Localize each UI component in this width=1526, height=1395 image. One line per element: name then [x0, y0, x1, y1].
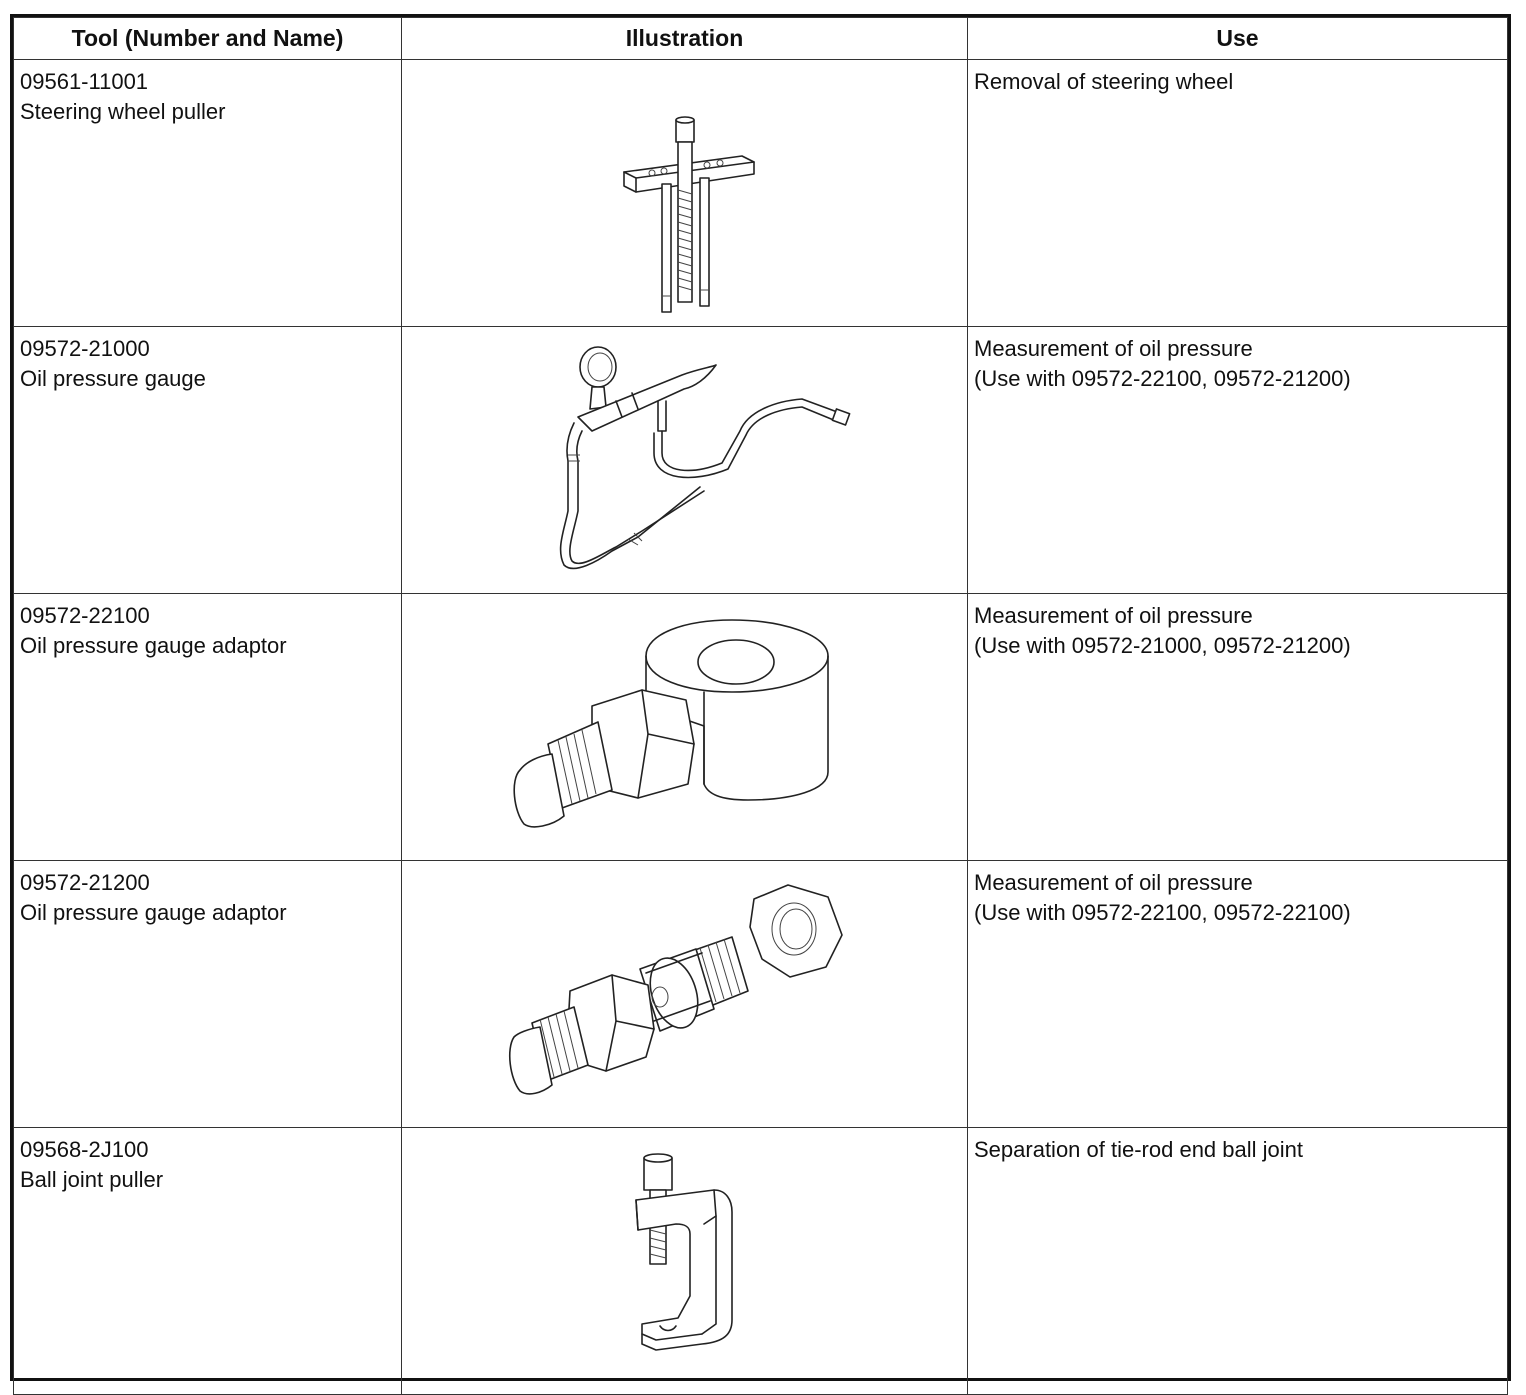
use-cell: [968, 1128, 1508, 1395]
use-text: Measurement of oil pressure: [974, 603, 1253, 628]
tool-name: Steering wheel puller: [20, 99, 226, 124]
illustration-cell: [402, 1128, 968, 1395]
tool-name: Oil pressure gauge adaptor: [20, 633, 287, 658]
use-cell: [968, 60, 1508, 327]
table-row: [14, 60, 1508, 327]
oil-pressure-gauge-icon: [402, 327, 968, 593]
illustration-cell: [402, 327, 968, 594]
use-cell: [968, 861, 1508, 1128]
tool-cell: [14, 861, 402, 1128]
header-illustration: Illustration: [402, 18, 968, 60]
use-text: Measurement of oil pressure: [974, 870, 1253, 895]
use-note: (Use with 09572-21000, 09572-21200): [974, 633, 1351, 658]
illustration-cell: [402, 60, 968, 327]
illustration-cell: [402, 594, 968, 861]
special-tools-sheet: [10, 14, 1511, 1381]
table-row: [14, 861, 1508, 1128]
use-note: (Use with 09572-22100, 09572-21200): [974, 366, 1351, 391]
special-tools-table: [13, 17, 1508, 1395]
tool-cell: [14, 594, 402, 861]
use-text: Removal of steering wheel: [974, 69, 1234, 94]
table-row: [14, 1128, 1508, 1395]
tool-cell: [14, 60, 402, 327]
use-text: Measurement of oil pressure: [974, 336, 1253, 361]
tool-number: 09561-11001: [20, 69, 149, 94]
ball-joint-puller-icon: [402, 1128, 968, 1394]
tool-name: Ball joint puller: [20, 1167, 164, 1192]
tool-number: 09572-21000: [20, 336, 150, 361]
tool-cell: [14, 1128, 402, 1395]
tool-number: 09572-22100: [20, 603, 150, 628]
use-cell: [968, 327, 1508, 594]
header-row: [14, 18, 1508, 60]
table-row: [14, 594, 1508, 861]
use-note: (Use with 09572-22100, 09572-22100): [974, 900, 1351, 925]
table-row: [14, 327, 1508, 594]
use-cell: [968, 594, 1508, 861]
tool-cell: [14, 327, 402, 594]
tool-number: 09568-2J100: [20, 1137, 149, 1162]
illustration-cell: [402, 861, 968, 1128]
tool-name: Oil pressure gauge adaptor: [20, 900, 287, 925]
tool-number: 09572-21200: [20, 870, 150, 895]
steering-wheel-puller-icon: [402, 60, 968, 326]
use-text: Separation of tie-rod end ball joint: [974, 1137, 1303, 1162]
tool-name: Oil pressure gauge: [20, 366, 206, 391]
bolt-and-nut-adaptor-icon: [402, 861, 968, 1127]
header-tool: Tool (Number and Name): [14, 18, 402, 60]
header-use: Use: [968, 18, 1508, 60]
banjo-adaptor-icon: [402, 594, 968, 860]
